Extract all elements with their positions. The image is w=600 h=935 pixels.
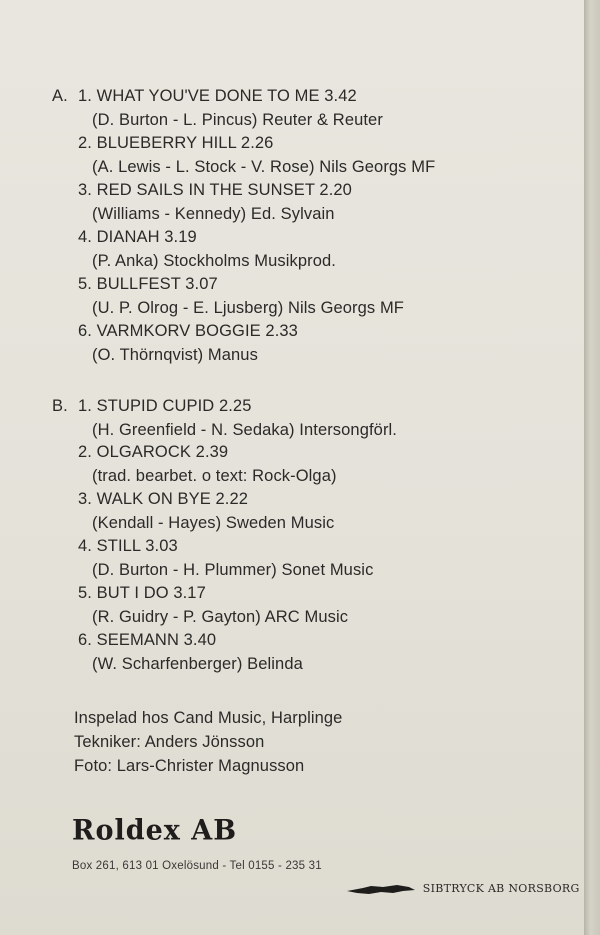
side-a-track-5-title: 5. BULLFEST 3.07 — [78, 275, 218, 293]
side-a-track-1-title: 1. WHAT YOU'VE DONE TO ME 3.42 — [78, 87, 357, 105]
side-a-track-2-credit: (A. Lewis - L. Stock - V. Rose) Nils Georgs MF — [92, 158, 436, 176]
side-b-track-1-title: 1. STUPID CUPID 2.25 — [78, 397, 252, 415]
side-b-track-6-title: 6. SEEMANN 3.40 — [78, 631, 217, 649]
printer-name: SIBTRYCK AB NORSBORG — [422, 882, 580, 895]
recording-studio-credit: Inspelad hos Cand Music, Harplinge — [74, 709, 343, 727]
side-a-track-5-credit: (U. P. Olrog - E. Ljusberg) Nils Georgs MF — [92, 299, 404, 317]
side-a-track-3-title: 3. RED SAILS IN THE SUNSET 2.20 — [78, 181, 352, 199]
page-edge — [584, 0, 600, 935]
side-b-track-6-credit: (W. Scharfenberger) Belinda — [92, 655, 303, 673]
side-b-track-5-credit: (R. Guidry - P. Gayton) ARC Music — [92, 608, 349, 626]
side-a-track-4-title: 4. DIANAH 3.19 — [78, 228, 197, 246]
company-address: Box 261, 613 01 Oxelösund - Tel 0155 - 235 31 — [72, 860, 322, 872]
side-b-track-2-title: 2. OLGAROCK 2.39 — [78, 443, 229, 461]
side-b-track-4-title: 4. STILL 3.03 — [78, 537, 178, 555]
side-b-track-3-title: 3. WALK ON BYE 2.22 — [78, 490, 249, 508]
side-b-track-4-credit: (D. Burton - H. Plummer) Sonet Music — [92, 561, 374, 579]
side-a-track-6-credit: (O. Thörnqvist) Manus — [92, 346, 258, 364]
side-a-track-4-credit: (P. Anka) Stockholms Musikprod. — [92, 252, 336, 270]
side-a-label: A. — [52, 87, 68, 105]
side-b-track-5-title: 5. BUT I DO 3.17 — [78, 584, 206, 602]
printer-logo-icon — [345, 882, 417, 896]
company-logo: Roldex AB — [72, 814, 238, 847]
side-a-track-1-credit: (D. Burton - L. Pincus) Reuter & Reuter — [92, 111, 383, 129]
photo-credit: Foto: Lars-Christer Magnusson — [74, 757, 305, 775]
side-b-label: B. — [52, 397, 68, 415]
printer-imprint — [345, 882, 580, 896]
side-a-track-3-credit: (Williams - Kennedy) Ed. Sylvain — [92, 205, 335, 223]
side-a-track-6-title: 6. VARMKORV BOGGIE 2.33 — [78, 322, 298, 340]
side-b-track-2-credit: (trad. bearbet. o text: Rock-Olga) — [92, 467, 337, 485]
side-a-track-2-title: 2. BLUEBERRY HILL 2.26 — [78, 134, 274, 152]
side-b-track-1-credit: (H. Greenfield - N. Sedaka) Intersongförl. — [92, 421, 397, 439]
engineer-credit: Tekniker: Anders Jönsson — [74, 733, 265, 751]
side-b-track-3-credit: (Kendall - Hayes) Sweden Music — [92, 514, 335, 532]
